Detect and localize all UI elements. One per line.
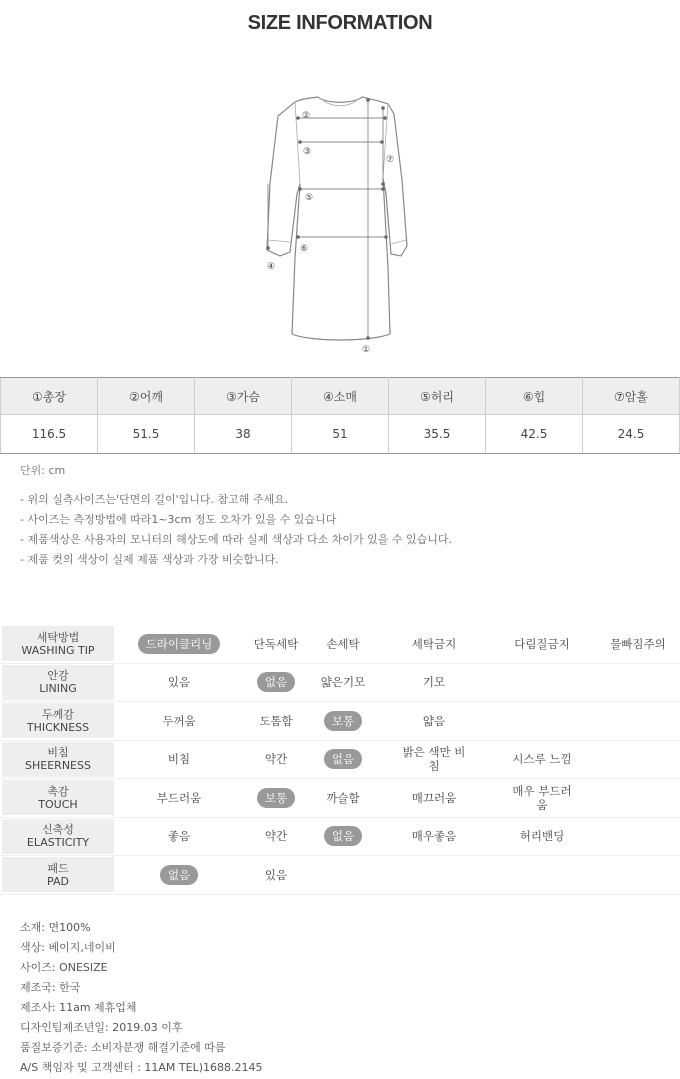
care-option-cell	[136, 702, 222, 739]
size-header-cell: ②어깨	[98, 378, 195, 415]
care-option-cell	[300, 818, 386, 855]
care-label-en: TOUCH	[38, 797, 78, 811]
care-option: 물빠짐주의	[610, 636, 666, 651]
size-value-cell: 35.5	[389, 415, 486, 454]
size-value-cell: 116.5	[1, 415, 98, 454]
info-manufacturer: 제조사: 11am 제휴업체	[20, 1001, 137, 1014]
care-option: 허리밴딩	[519, 829, 565, 843]
care-row-label	[2, 626, 114, 661]
size-header-cell: ⑦암홀	[583, 378, 680, 415]
care-option-cell	[391, 702, 477, 739]
care-option: 기모	[422, 675, 446, 689]
care-option-cell	[391, 741, 477, 778]
care-option-selected: 보통	[257, 788, 295, 808]
page-title: SIZE INFORMATION	[247, 12, 433, 34]
measure-label-6: ⑥	[300, 244, 309, 254]
care-option: 부드러움	[156, 790, 202, 805]
size-value-cell: 51.5	[98, 415, 195, 454]
care-row	[0, 741, 680, 780]
care-option: 얇은기모	[320, 675, 366, 689]
dress-outline-svg	[240, 88, 440, 360]
measure-label-7: ⑦	[386, 155, 395, 165]
size-header-cell: ⑥힙	[486, 378, 583, 415]
note-line: - 위의 실측사이즈는'단면의 길이'입니다. 참고해 주세요.	[20, 493, 289, 506]
care-row-label	[2, 665, 114, 700]
care-option-cell	[136, 779, 222, 816]
care-option-cell	[499, 625, 585, 662]
care-label-ko: 두께감	[42, 707, 74, 721]
care-option: 있음	[264, 867, 288, 882]
size-header-cell: ①총장	[1, 378, 98, 415]
measure-label-3: ③	[303, 147, 312, 157]
info-manufacture-date: 디자인팀제조년일: 2019.03 이후	[20, 1021, 183, 1034]
care-option-selected: 드라이클리닝	[138, 634, 221, 654]
size-table-value-row	[1, 415, 680, 454]
care-option-cell	[499, 741, 585, 778]
care-option-cell	[499, 779, 585, 816]
care-option: 단독세탁	[253, 636, 299, 651]
care-option-cell	[391, 664, 477, 701]
size-value-cell: 24.5	[583, 415, 680, 454]
care-option-cell	[136, 856, 222, 893]
size-value-cell: 38	[195, 415, 292, 454]
measure-label-1: ①	[362, 345, 371, 355]
care-option-cell	[391, 625, 477, 662]
care-option: 도톰함	[259, 713, 293, 728]
care-option: 있음	[167, 675, 191, 689]
care-option: 좋음	[167, 829, 191, 843]
care-row	[0, 702, 680, 741]
care-label-en: SHEERNESS	[25, 759, 91, 772]
size-header-cell: ④소매	[292, 378, 389, 415]
care-option-cell	[300, 702, 386, 739]
care-option: 매끄러움	[411, 790, 457, 805]
care-option-selected: 없음	[160, 865, 198, 885]
care-row	[0, 779, 680, 818]
care-label-ko: 촉감	[47, 784, 69, 798]
care-option-selected: 없음	[324, 826, 362, 846]
care-option-cell	[499, 818, 585, 855]
size-value-cell: 42.5	[486, 415, 583, 454]
care-option-cell	[136, 625, 222, 662]
size-header-cell: ③가슴	[195, 378, 292, 415]
info-country: 제조국: 한국	[20, 981, 81, 994]
care-option: 까슬함	[326, 790, 360, 805]
care-label-ko: 세탁방법	[36, 630, 80, 644]
care-label-en: PAD	[47, 874, 69, 888]
care-option-cell	[300, 664, 386, 701]
measure-label-4: ④	[267, 262, 276, 272]
care-row-label	[2, 742, 114, 777]
size-table	[0, 377, 680, 454]
care-option: 매우 부드러움	[512, 783, 572, 812]
care-row	[0, 664, 680, 703]
note-line: - 제품 컷의 색상이 실제 제품 색상과 가장 비슷합니다.	[20, 553, 279, 566]
measure-label-5: ⑤	[305, 193, 314, 203]
care-option: 시스루 느낌	[512, 752, 572, 766]
care-option: 손세탁	[326, 636, 360, 651]
care-option-cell	[300, 625, 386, 662]
care-row-label	[2, 780, 114, 815]
care-option-cell	[300, 779, 386, 816]
care-option-cell	[136, 741, 222, 778]
note-line: - 제품색상은 사용자의 모니터의 해상도에 따라 실제 색상과 다소 차이가 있을 수 있습니다.	[20, 533, 452, 546]
info-color: 색상: 베이지,네이비	[20, 941, 116, 954]
care-row-label	[2, 819, 114, 854]
care-option: 약간	[264, 829, 288, 843]
care-label-ko: 비침	[47, 746, 69, 759]
care-row-label	[2, 703, 114, 738]
note-line: - 사이즈는 측정방법에 따라1~3cm 정도 오차가 있을 수 있습니다	[20, 513, 337, 526]
care-label-en: LINING	[39, 682, 77, 695]
care-option: 얇음	[422, 713, 446, 728]
size-table-header-row	[1, 378, 680, 415]
care-option-cell	[300, 741, 386, 778]
care-row	[0, 856, 680, 895]
care-option: 약간	[264, 752, 288, 766]
size-value-cell: 51	[292, 415, 389, 454]
care-option-cell	[136, 818, 222, 855]
measure-label-2: ②	[302, 111, 311, 121]
care-option: 밝은 색만 비침	[402, 745, 466, 773]
care-option: 다림질금지	[514, 636, 570, 651]
dress-diagram	[240, 88, 440, 360]
care-option: 세탁금지	[411, 636, 457, 651]
care-option: 두꺼움	[162, 713, 196, 728]
care-option: 비침	[167, 752, 191, 766]
care-label-en: ELASTICITY	[26, 836, 90, 849]
product-info	[20, 918, 263, 1078]
care-option-selected: 보통	[324, 711, 362, 731]
care-option-cell	[136, 664, 222, 701]
care-option-cell	[233, 856, 319, 893]
care-option: 매우좋음	[411, 829, 457, 843]
care-row-label	[2, 857, 114, 892]
care-row	[0, 625, 680, 664]
care-option-cell	[595, 625, 680, 662]
care-option-cell	[391, 818, 477, 855]
care-label-en: WASHING TIP	[21, 643, 95, 657]
size-notes	[20, 490, 452, 570]
care-row	[0, 818, 680, 857]
care-label-ko: 패드	[47, 861, 69, 875]
care-option-cell	[391, 779, 477, 816]
info-size: 사이즈: ONESIZE	[20, 961, 108, 974]
info-customer-center: A/S 책임자 및 고객센터 : 11AM TEL)1688.2145	[20, 1061, 263, 1074]
care-option-selected: 없음	[324, 749, 362, 769]
size-header-cell: ⑤허리	[389, 378, 486, 415]
info-quality-standard: 품질보증기준: 소비자분쟁 해결기준에 따름	[20, 1041, 226, 1054]
info-material: 소재: 면100%	[20, 921, 91, 934]
unit-label: 단위: cm	[20, 464, 66, 477]
care-label-en: THICKNESS	[26, 720, 90, 734]
care-table	[0, 625, 680, 895]
care-option-selected: 없음	[257, 672, 295, 692]
care-label-ko: 안감	[47, 669, 69, 682]
care-label-ko: 신축성	[42, 823, 74, 836]
